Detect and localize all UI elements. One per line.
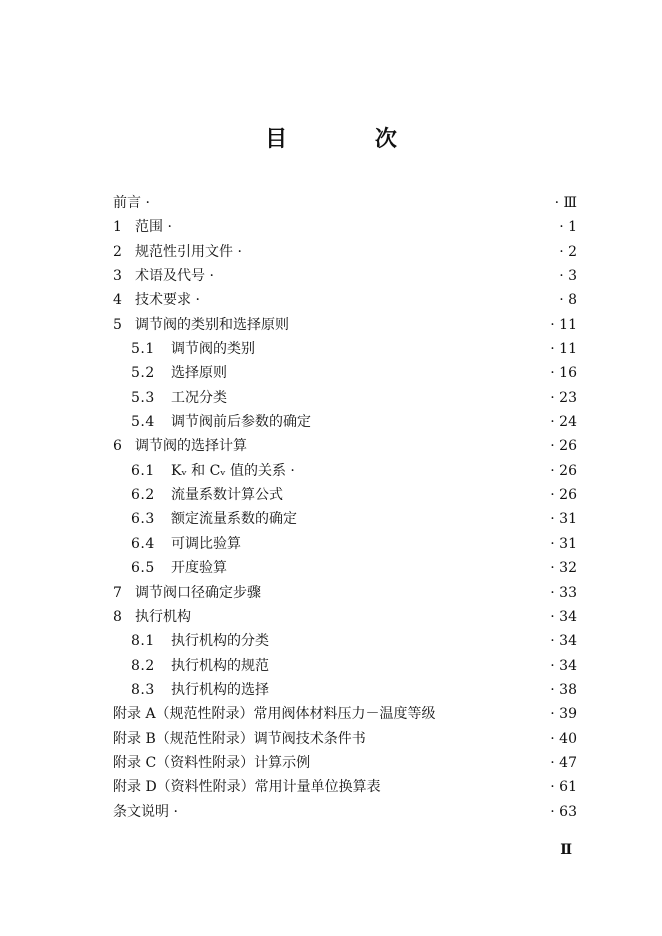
- toc-entry-title: 可调比验算: [171, 535, 241, 552]
- toc-entry-title: 附录 C（资料性附录）计算示例: [113, 754, 311, 771]
- toc-entry: [113, 556, 577, 580]
- toc-entry-page: · 11: [550, 316, 577, 333]
- toc-entry: [113, 264, 577, 288]
- toc-entry-title: 附录 A（规范性附录）常用阀体材料压力－温度等级: [113, 706, 436, 723]
- toc-entry-number: 6.3: [131, 511, 155, 528]
- toc-entry-page: · 26: [550, 462, 577, 479]
- toc-entry-title: 额定流量系数的确定: [171, 511, 297, 528]
- toc-entry-title: 执行机构的规范: [171, 657, 269, 674]
- toc-entry-title: 调节阀的选择计算: [135, 438, 247, 455]
- toc-entry: [113, 654, 577, 678]
- toc-entry-page: · 39: [550, 706, 577, 723]
- toc-entry: [113, 581, 577, 605]
- toc-entry-page: · 24: [550, 414, 577, 431]
- toc-entry-number: 3: [113, 268, 122, 285]
- toc-entry-title: 规范性引用文件 ·: [135, 243, 242, 260]
- toc-entry: [113, 337, 577, 361]
- toc-entry-page: · 1: [559, 219, 577, 236]
- toc-entry: [113, 507, 577, 531]
- toc-entry-number: 1: [113, 219, 122, 236]
- toc-entry-page: · 26: [550, 487, 577, 504]
- toc-entry-title: 调节阀前后参数的确定: [171, 414, 311, 431]
- toc-entry-page: · 23: [550, 389, 577, 406]
- toc-entry-title: 选择原则: [171, 365, 227, 382]
- toc-entry: [113, 629, 577, 653]
- toc-entry: [113, 727, 577, 751]
- toc-entry: [113, 240, 577, 264]
- toc-entry: [113, 800, 577, 824]
- toc-entry-number: 8.2: [131, 657, 155, 674]
- toc-entry: [113, 434, 577, 458]
- toc-entry-page: · 34: [550, 633, 577, 650]
- toc-entry: [113, 361, 577, 385]
- toc-entry: [113, 386, 577, 410]
- table-of-contents: [113, 191, 577, 824]
- toc-entry-page: · 2: [559, 243, 577, 260]
- toc-entry-number: 6.2: [131, 487, 155, 504]
- toc-entry-number: 5.4: [131, 414, 155, 431]
- toc-entry-title: 调节阀的类别和选择原则: [135, 316, 289, 333]
- toc-entry-number: 6: [113, 438, 122, 455]
- toc-entry: [113, 191, 577, 215]
- toc-entry-page: · 31: [550, 535, 577, 552]
- toc-entry-title: 调节阀口径确定步骤: [135, 584, 261, 601]
- toc-entry-title: 附录 D（资料性附录）常用计量单位换算表: [113, 779, 381, 796]
- toc-entry-title: Kᵥ 和 Cᵥ 值的关系 ·: [171, 462, 295, 479]
- toc-entry: [113, 313, 577, 337]
- toc-entry-number: 5: [113, 316, 122, 333]
- toc-entry-page: · 3: [559, 268, 577, 285]
- toc-entry-number: 2: [113, 243, 122, 260]
- toc-entry: [113, 532, 577, 556]
- toc-entry: [113, 605, 577, 629]
- toc-entry-title: 附录 B（规范性附录）调节阀技术条件书: [113, 730, 366, 747]
- toc-entry: [113, 288, 577, 312]
- toc-entry-page: · 61: [550, 779, 577, 796]
- toc-entry-title: 前言 ·: [113, 195, 150, 211]
- toc-entry-title: 执行机构的选择: [171, 681, 269, 698]
- toc-entry-number: 4: [113, 292, 122, 309]
- toc-entry-title: 执行机构: [135, 608, 191, 625]
- page-title: 目 次: [265, 127, 437, 152]
- toc-entry: [113, 775, 577, 799]
- toc-entry: [113, 678, 577, 702]
- toc-entry-page: · 16: [550, 365, 577, 382]
- toc-entry: [113, 483, 577, 507]
- toc-entry: [113, 410, 577, 434]
- toc-entry-number: 5.1: [131, 341, 155, 358]
- toc-entry-page: · 32: [550, 560, 577, 577]
- toc-entry: [113, 702, 577, 726]
- toc-entry-title: 条文说明 ·: [113, 803, 178, 820]
- toc-entry-number: 6.4: [131, 535, 155, 552]
- toc-entry-page: · 11: [550, 341, 577, 358]
- toc-entry-page: · 8: [559, 292, 577, 309]
- toc-entry-page: · 33: [550, 584, 577, 601]
- toc-entry: [113, 459, 577, 483]
- toc-entry-title: 技术要求 ·: [135, 292, 200, 309]
- toc-entry-number: 6.1: [131, 462, 155, 479]
- toc-entry-title: 术语及代号 ·: [135, 268, 214, 285]
- toc-entry: [113, 751, 577, 775]
- toc-entry-page: · 38: [550, 681, 577, 698]
- toc-entry-number: 7: [113, 584, 122, 601]
- toc-entry-number: 6.5: [131, 560, 155, 577]
- toc-entry-title: 范围 ·: [135, 219, 172, 236]
- toc-entry-page: · 63: [550, 803, 577, 820]
- toc-entry-number: 5.3: [131, 389, 155, 406]
- toc-entry-page: · Ⅲ: [554, 195, 577, 211]
- toc-entry-page: · 47: [550, 754, 577, 771]
- toc-entry-number: 8: [113, 608, 122, 625]
- toc-entry-title: 流量系数计算公式: [171, 487, 283, 504]
- toc-entry-title: 工况分类: [171, 389, 227, 406]
- toc-entry-page: · 40: [550, 730, 577, 747]
- toc-entry-number: 8.3: [131, 681, 155, 698]
- toc-entry-page: · 31: [550, 511, 577, 528]
- toc-entry-title: 执行机构的分类: [171, 633, 269, 650]
- toc-entry-number: 8.1: [131, 633, 155, 650]
- toc-entry-page: · 34: [550, 608, 577, 625]
- toc-entry-number: 5.2: [131, 365, 155, 382]
- toc-entry-title: 开度验算: [171, 560, 227, 577]
- toc-entry-title: 调节阀的类别: [171, 341, 255, 358]
- toc-entry-page: · 34: [550, 657, 577, 674]
- toc-entry-page: · 26: [550, 438, 577, 455]
- page-number: Ⅱ: [560, 842, 572, 858]
- toc-entry: [113, 215, 577, 239]
